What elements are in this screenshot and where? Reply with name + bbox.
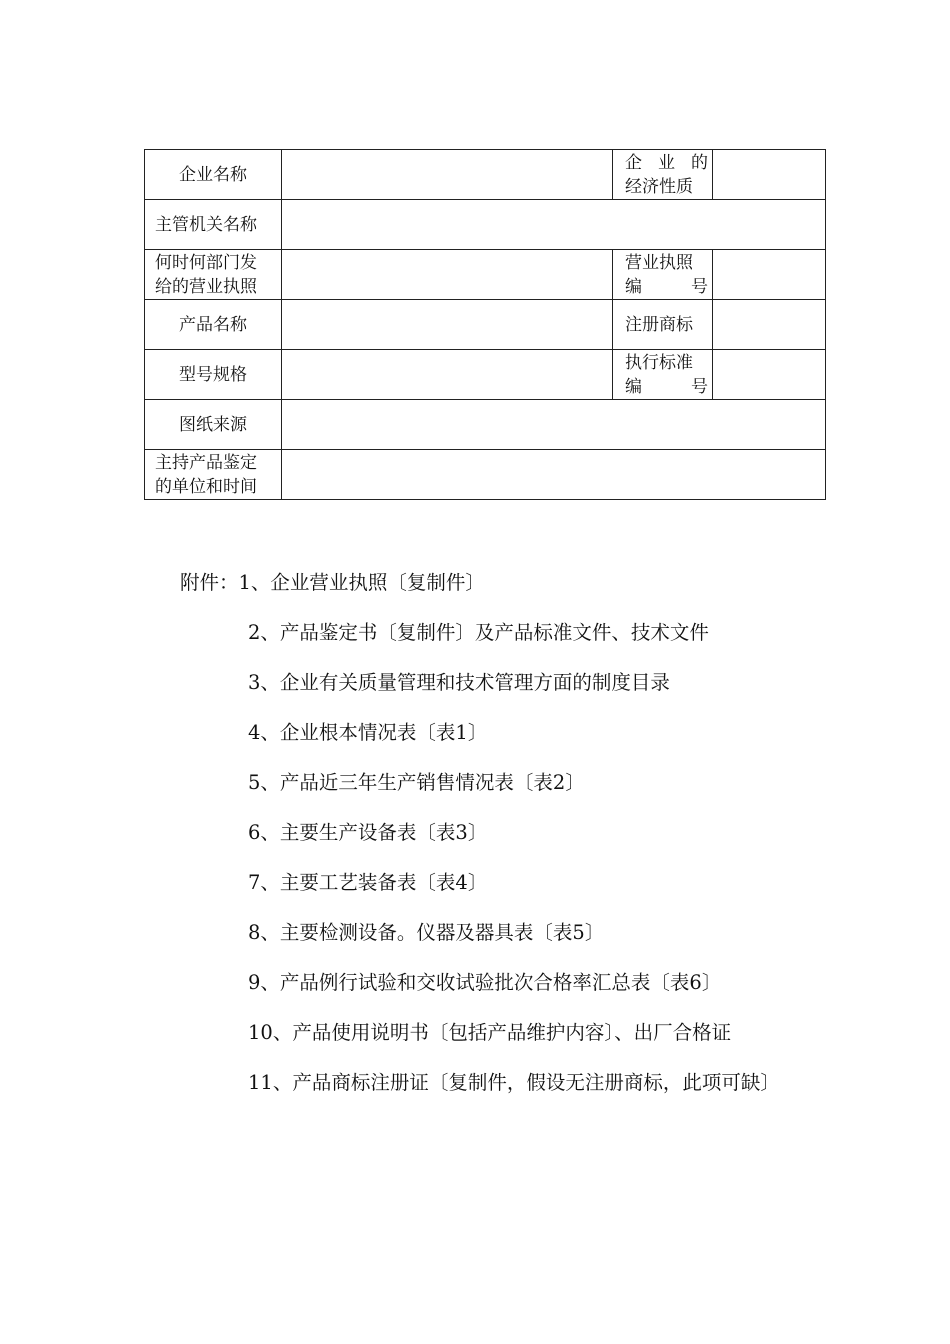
license-issuer-line2: 给的营业执照 — [155, 276, 257, 297]
economic-nature-label — [613, 150, 713, 200]
list-item: 附件：1、企业营业执照〔复制件〕 — [180, 571, 485, 594]
authority-name-label: 主管机关名称 — [145, 200, 282, 250]
product-name-value[interactable] — [282, 300, 613, 350]
list-item: 11、产品商标注册证〔复制件，假设无注册商标，此项可缺〕 — [248, 1071, 780, 1094]
license-no-line2: 编 号 — [625, 276, 708, 297]
appraisal-label — [145, 450, 282, 500]
appraisal-value[interactable] — [282, 450, 826, 500]
license-no-label — [613, 250, 713, 300]
table-row — [145, 450, 826, 500]
enterprise-name-label: 企业名称 — [145, 150, 282, 200]
table-row — [145, 150, 826, 200]
license-issuer-line1: 何时何部门发 — [155, 252, 257, 273]
standard-no-value[interactable] — [713, 350, 826, 400]
list-item: 3、企业有关质量管理和技术管理方面的制度目录 — [248, 671, 670, 694]
table-row — [145, 350, 826, 400]
trademark-label: 注册商标 — [613, 300, 713, 350]
list-item: 5、产品近三年生产销售情况表〔表2〕 — [248, 771, 585, 794]
drawing-source-value[interactable] — [282, 400, 826, 450]
list-item: 10、产品使用说明书〔包括产品维护内容〕、出厂合格证 — [248, 1021, 732, 1044]
appraisal-line1: 主持产品鉴定 — [155, 452, 257, 473]
trademark-value[interactable] — [713, 300, 826, 350]
standard-no-line2: 编 号 — [625, 376, 708, 397]
list-item: 2、产品鉴定书〔复制件〕及产品标准文件、技术文件 — [248, 621, 709, 644]
license-no-value[interactable] — [713, 250, 826, 300]
list-item: 4、企业根本情况表〔表1〕 — [248, 721, 488, 744]
economic-nature-line2: 经济性质 — [625, 176, 693, 197]
table-row — [145, 250, 826, 300]
model-spec-value[interactable] — [282, 350, 613, 400]
model-spec-label: 型号规格 — [145, 350, 282, 400]
table-row — [145, 300, 826, 350]
economic-nature-line1: 企 业 的 — [625, 152, 708, 173]
list-item: 7、主要工艺装备表〔表4〕 — [248, 871, 488, 894]
enterprise-info-table — [144, 149, 826, 500]
standard-no-line1: 执行标准 — [625, 352, 693, 373]
drawing-source-label: 图纸来源 — [145, 400, 282, 450]
license-no-line1: 营业执照 — [625, 252, 693, 273]
product-name-label: 产品名称 — [145, 300, 282, 350]
attachments-list — [180, 558, 812, 1108]
appraisal-line2: 的单位和时间 — [155, 476, 257, 497]
standard-no-label — [613, 350, 713, 400]
list-item: 6、主要生产设备表〔表3〕 — [248, 821, 488, 844]
license-issuer-label — [145, 250, 282, 300]
table-row — [145, 400, 826, 450]
table-row — [145, 200, 826, 250]
list-item: 9、产品例行试验和交收试验批次合格率汇总表〔表6〕 — [248, 971, 722, 994]
enterprise-name-value[interactable] — [282, 150, 613, 200]
economic-nature-value[interactable] — [713, 150, 826, 200]
list-item: 8、主要检测设备。仪器及器具表〔表5〕 — [248, 921, 605, 944]
license-issuer-value[interactable] — [282, 250, 613, 300]
authority-name-value[interactable] — [282, 200, 826, 250]
